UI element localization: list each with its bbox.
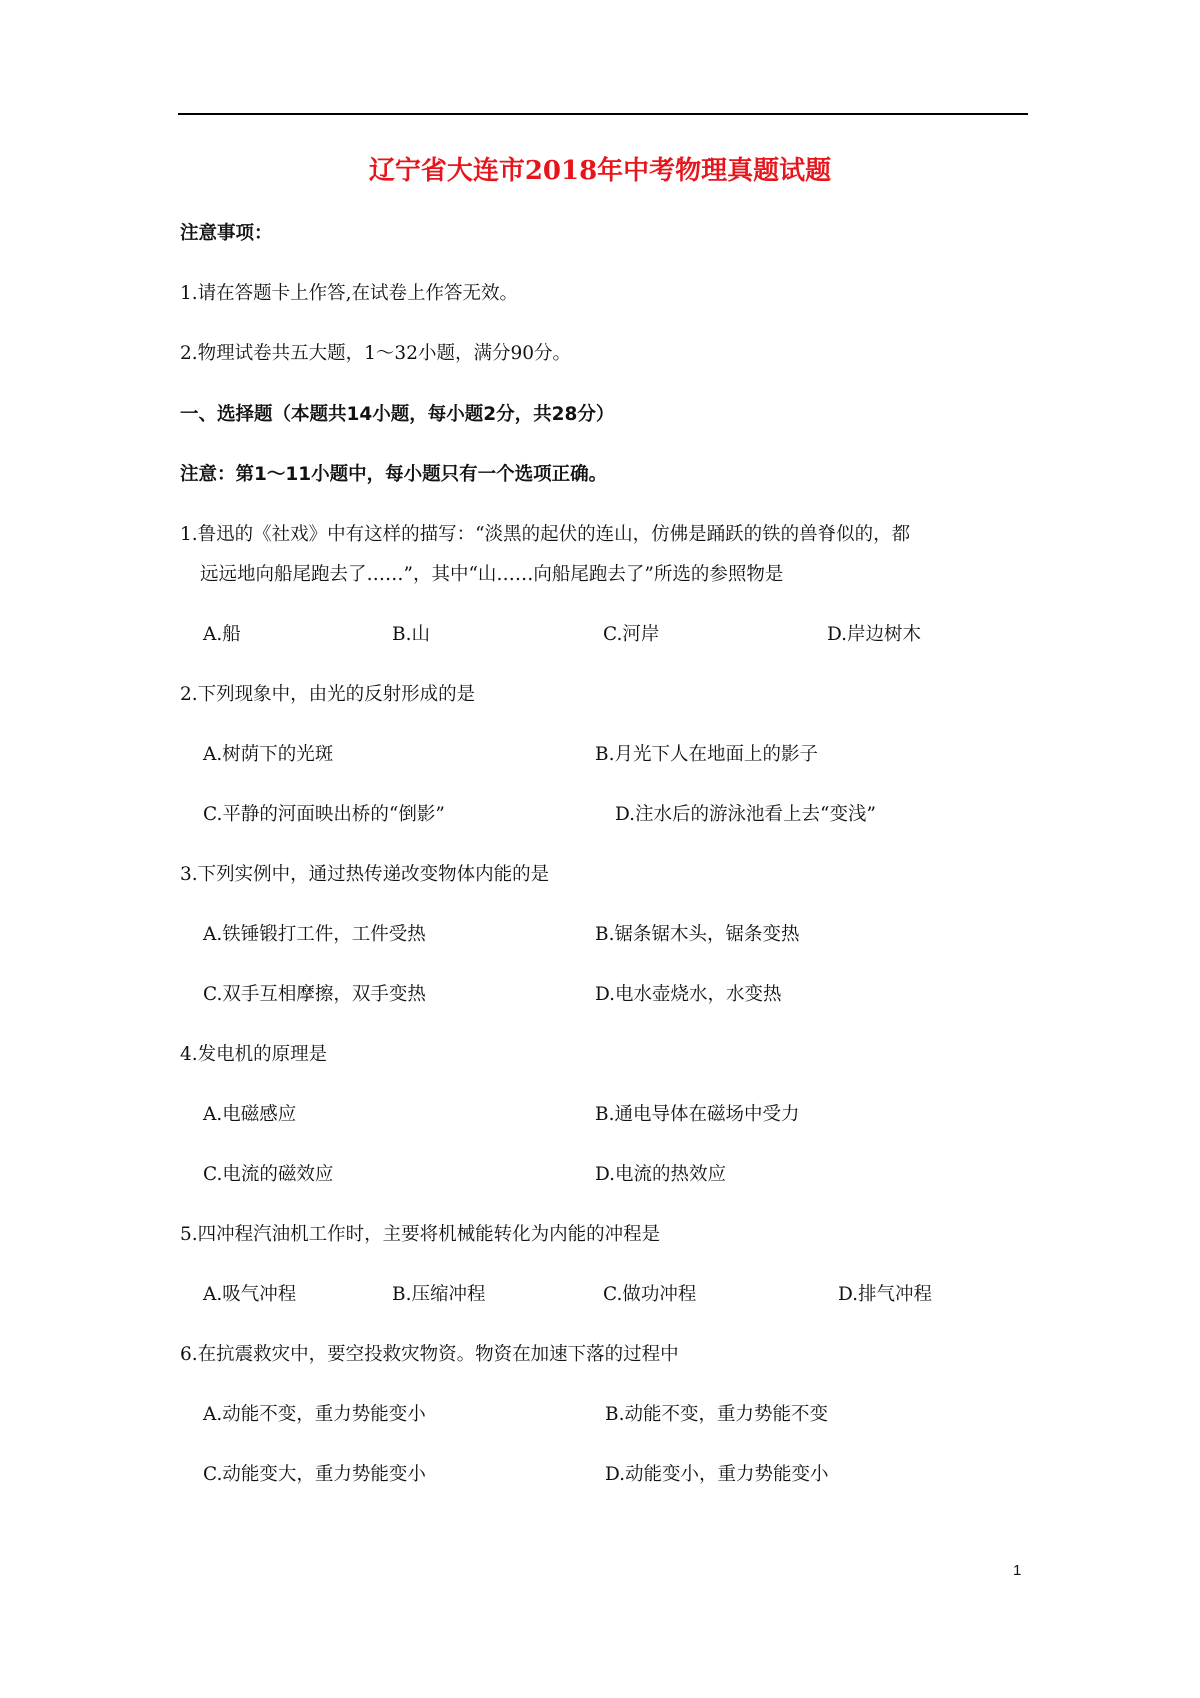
question-2-stem: 2.下列现象中，由光的反射形成的是: [180, 684, 476, 705]
question-6-option-a: A.动能不变，重力势能变小: [203, 1404, 426, 1425]
question-4-option-b: B.通电导体在磁场中受力: [595, 1104, 800, 1125]
section-note: 注意：第1～11小题中，每小题只有一个选项正确。: [180, 464, 608, 485]
question-5-option-c: C.做功冲程: [603, 1284, 697, 1305]
question-3-option-b: B.锯条锯木头，锯条变热: [595, 924, 800, 945]
question-2-option-d: D.注水后的游泳池看上去“变浅”: [615, 804, 876, 825]
notice-item: 2.物理试卷共五大题，1～32小题，满分90分。: [180, 343, 572, 364]
document-title: 辽宁省大连市2018年中考物理真题试题: [368, 156, 832, 186]
question-5-stem: 5.四冲程汽油机工作时，主要将机械能转化为内能的冲程是: [180, 1224, 661, 1245]
question-5-option-a: A.吸气冲程: [203, 1284, 297, 1305]
question-3-option-d: D.电水壶烧水，水变热: [595, 984, 782, 1005]
question-6-option-c: C.动能变大，重力势能变小: [203, 1464, 426, 1485]
question-1-stem-line: 远远地向船尾跑去了……”，其中“山……向船尾跑去了”所选的参照物是: [200, 564, 784, 585]
header-rule: [178, 113, 1028, 115]
question-1-option-d: D.岸边树木: [827, 624, 922, 645]
question-3-option-c: C.双手互相摩擦，双手变热: [203, 984, 426, 1005]
question-6-option-d: D.动能变小，重力势能变小: [605, 1464, 829, 1485]
question-6-stem: 6.在抗震救灾中，要空投救灾物资。物资在加速下落的过程中: [180, 1344, 679, 1365]
notice-item: 1.请在答题卡上作答,在试卷上作答无效。: [180, 283, 519, 304]
question-2-option-b: B.月光下人在地面上的影子: [595, 744, 818, 765]
question-1-stem-line: 1.鲁迅的《社戏》中有这样的描写：“淡黑的起伏的连山，仿佛是踊跃的铁的兽脊似的，都: [180, 524, 911, 545]
question-3-stem: 3.下列实例中，通过热传递改变物体内能的是: [180, 864, 550, 885]
question-5-option-d: D.排气冲程: [838, 1284, 933, 1305]
notice-heading: 注意事项：: [180, 223, 273, 244]
section-heading: 一、选择题（本题共14小题，每小题2分，共28分）: [180, 404, 615, 425]
question-4-option-d: D.电流的热效应: [595, 1164, 727, 1185]
question-5-option-b: B.压缩冲程: [392, 1284, 486, 1305]
question-2-option-a: A.树荫下的光斑: [203, 744, 334, 765]
question-4-stem: 4.发电机的原理是: [180, 1044, 328, 1065]
question-4-option-a: A.电磁感应: [203, 1104, 297, 1125]
question-1-option-c: C.河岸: [603, 624, 660, 645]
page-number: 1: [1013, 1562, 1022, 1579]
question-4-option-c: C.电流的磁效应: [203, 1164, 334, 1185]
question-1-option-b: B.山: [392, 624, 430, 645]
question-3-option-a: A.铁锤锻打工件，工件受热: [203, 924, 426, 945]
question-2-option-c: C.平静的河面映出桥的“倒影”: [203, 804, 445, 825]
question-6-option-b: B.动能不变，重力势能不变: [605, 1404, 828, 1425]
question-1-option-a: A.船: [203, 624, 241, 645]
